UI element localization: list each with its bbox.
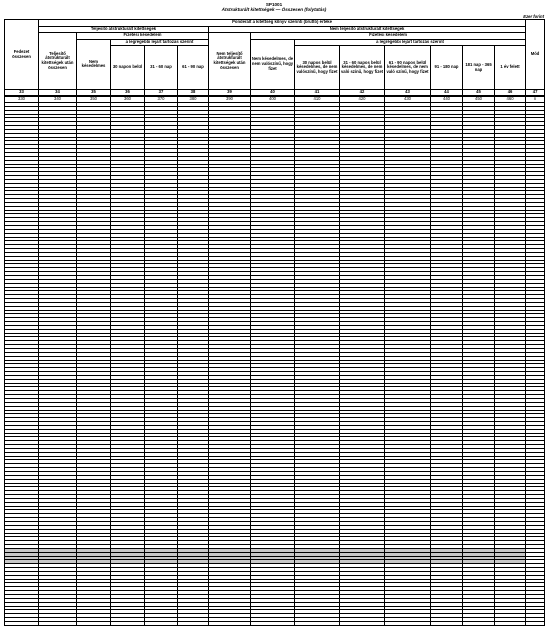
column-code: 420 bbox=[340, 96, 385, 103]
table-cell[interactable] bbox=[77, 621, 111, 625]
table-cell[interactable] bbox=[5, 621, 39, 625]
unit-label: Ezer forint bbox=[523, 14, 544, 19]
column-number: 40 bbox=[251, 90, 295, 97]
table-cell[interactable] bbox=[463, 621, 495, 625]
column-code: 330 bbox=[5, 96, 39, 103]
table-cell[interactable] bbox=[39, 621, 77, 625]
col-header-fedezet: Fedezet összesen bbox=[5, 20, 39, 90]
column-number: 43 bbox=[385, 90, 431, 97]
form-code: SP1001 bbox=[265, 2, 283, 7]
column-number: 36 bbox=[111, 90, 145, 97]
form-subtitle: Átstrukturált kitettségek — Összesen (folytatás) bbox=[221, 7, 327, 12]
col-header-12: 181 nap - 365 nap bbox=[463, 46, 495, 90]
left-due-header: a legrégebbi lejárt tartozás szerint bbox=[111, 39, 209, 46]
table-cell[interactable] bbox=[178, 621, 209, 625]
col-header-10: 61 - 90 napos belül késedelmes, de nem való színű, hogy fizet bbox=[385, 46, 431, 90]
column-number: 35 bbox=[77, 90, 111, 97]
table-row bbox=[5, 621, 545, 625]
column-code: 360 bbox=[111, 96, 145, 103]
column-code: 400 bbox=[251, 96, 295, 103]
column-code: 350 bbox=[77, 96, 111, 103]
col-header-4: 31 - 60 nap bbox=[145, 46, 178, 90]
column-code: n bbox=[526, 96, 545, 103]
column-number: 45 bbox=[463, 90, 495, 97]
column-code: 390 bbox=[209, 96, 251, 103]
column-number: 39 bbox=[209, 90, 251, 97]
column-code: 450 bbox=[463, 96, 495, 103]
right-due-header: a legrégebbi lejárt tartozás szerint bbox=[295, 39, 526, 46]
table-cell[interactable] bbox=[495, 621, 526, 625]
col-header-1: Teljesítő átstrukturált kitettségek után összesen bbox=[39, 33, 77, 90]
column-code: 430 bbox=[385, 96, 431, 103]
col-header-7: Nem késedelmes, de nem valószínű, hogy fizet bbox=[251, 39, 295, 90]
table-cell[interactable] bbox=[145, 621, 178, 625]
col-header-6: Nem teljesítő átstrukturált kitettségek után összesen bbox=[209, 33, 251, 90]
column-number: 33 bbox=[5, 90, 39, 97]
table-cell[interactable] bbox=[526, 621, 545, 625]
table-cell[interactable] bbox=[251, 621, 295, 625]
data-table bbox=[4, 19, 545, 626]
column-number: 44 bbox=[431, 90, 463, 97]
column-number: 38 bbox=[178, 90, 209, 97]
col-header-5: 61 - 90 nap bbox=[178, 46, 209, 90]
column-code: 380 bbox=[178, 96, 209, 103]
column-code: 370 bbox=[145, 96, 178, 103]
column-code: 340 bbox=[39, 96, 77, 103]
column-number: 46 bbox=[495, 90, 526, 97]
col-header-9: 31 - 60 napos belül késedelmes, de nem való színű, hogy fizet bbox=[340, 46, 385, 90]
left-sub-header: Fizetési késedelem bbox=[77, 33, 209, 40]
table-cell[interactable] bbox=[431, 621, 463, 625]
table-cell[interactable] bbox=[385, 621, 431, 625]
table-cell[interactable] bbox=[340, 621, 385, 625]
col-header-mod: Mód bbox=[526, 20, 545, 90]
col-header-11: 91 - 180 nap bbox=[431, 46, 463, 90]
column-number: 37 bbox=[145, 90, 178, 97]
column-number: 34 bbox=[39, 90, 77, 97]
table-cell[interactable] bbox=[209, 621, 251, 625]
right-group-header: Nem teljesítő átstrukturált kitettségek bbox=[209, 26, 526, 33]
column-number: 42 bbox=[340, 90, 385, 97]
main-group-header: Ponderált a kitettség könyv szerinti (bruttó) értéke bbox=[39, 20, 526, 27]
right-sub-header: Fizetési késedelem bbox=[251, 33, 526, 40]
left-group-header: Teljesítő átstrukturált kitettségek bbox=[39, 26, 209, 33]
col-header-3: 30 napon belül bbox=[111, 46, 145, 90]
col-header-8: 30 napos belül késedelmes, de nem valószínű, hogy fizet bbox=[295, 46, 340, 90]
column-number: 47 bbox=[526, 90, 545, 97]
table-cell[interactable] bbox=[111, 621, 145, 625]
column-code: 460 bbox=[495, 96, 526, 103]
column-code: 410 bbox=[295, 96, 340, 103]
col-header-13: 1 év felett bbox=[495, 46, 526, 90]
table-cell[interactable] bbox=[295, 621, 340, 625]
column-number: 41 bbox=[295, 90, 340, 97]
col-header-2: Nem késedelmes bbox=[77, 39, 111, 90]
column-code: 440 bbox=[431, 96, 463, 103]
